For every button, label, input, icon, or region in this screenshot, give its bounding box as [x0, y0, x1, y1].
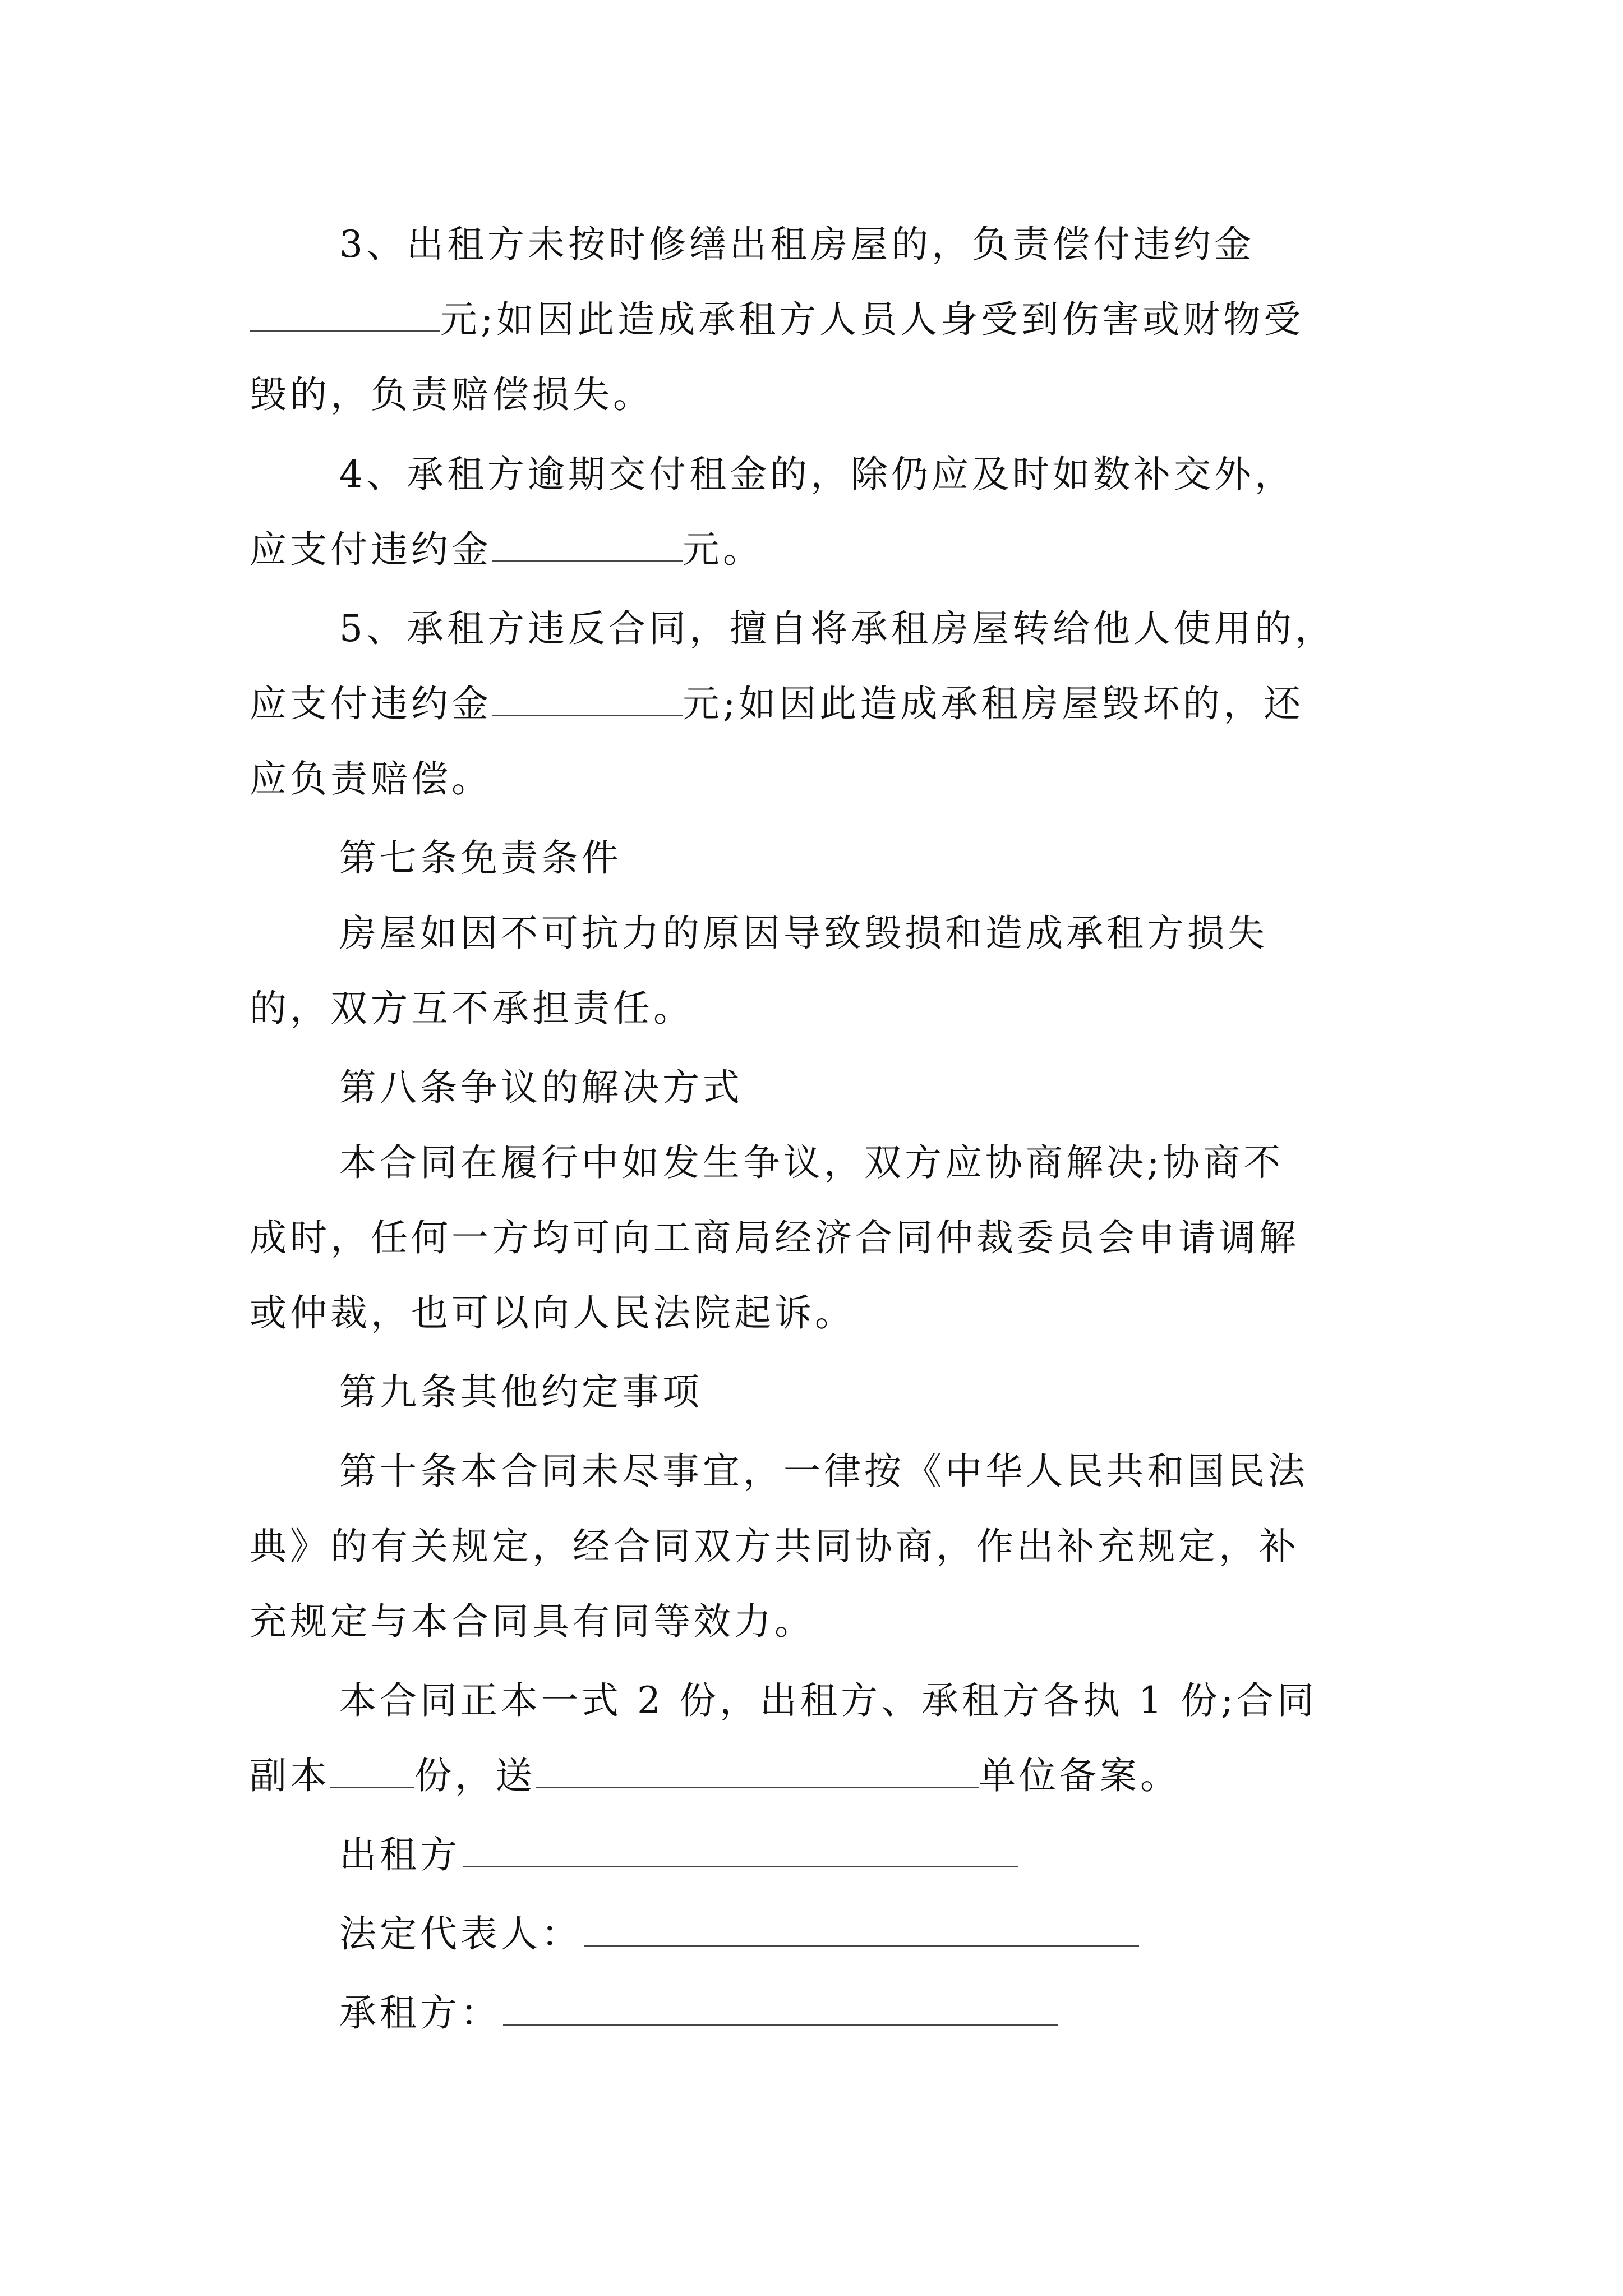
article10-line3: 充规定与本合同具有同等效力。: [250, 1600, 815, 1643]
copies-line2-mid: 份，送: [414, 1754, 536, 1797]
lessor-signature-line: [339, 1824, 1018, 1886]
copies-line2-end: 单位备案。: [979, 1754, 1181, 1797]
legal-rep-label: 法定代表人：: [339, 1912, 582, 1955]
legal-rep-blank[interactable]: [584, 1913, 1139, 1947]
lessee-blank[interactable]: [503, 1993, 1058, 2026]
article10-line1: 第十条本合同未尽事宜，一律按《中华人民共和国民法: [339, 1450, 1308, 1493]
article8-line1: 本合同在履行中如发生争议，双方应协商解决;协商不: [339, 1141, 1284, 1184]
clause3-line2-text: 元;如因此造成承租方人员人身受到伤害或财物受: [440, 298, 1304, 341]
clause4-line2-text: 应支付违约金: [250, 528, 492, 571]
penalty-blank[interactable]: [492, 683, 683, 716]
lessee-label: 承租方：: [339, 1991, 501, 2035]
clause5-line1: 5、承租方违反合同，擅自将承租房屋转给他人使用的，: [339, 607, 1335, 650]
legal-rep-signature-line: [339, 1903, 1139, 1965]
clause3-line2: [250, 289, 1304, 351]
clause3-line1: 3、出租方未按时修缮出租房屋的，负责偿付违约金: [339, 223, 1255, 266]
article8-title: 第八条争议的解决方式: [339, 1066, 743, 1109]
copies-line1: 本合同正本一式 2 份，出租方、承租方各执 1 份;合同: [339, 1679, 1318, 1722]
article7-line1: 房屋如因不可抗力的原因导致毁损和造成承租方损失: [339, 912, 1268, 955]
clause5-line2-text: 应支付违约金: [250, 682, 492, 725]
clause5-line2-rest: 元;如因此造成承租房屋毁坏的，还: [683, 682, 1304, 725]
article7-line2: 的，双方互不承担责任。: [250, 987, 694, 1030]
clause5-line2: [250, 673, 1304, 735]
clause4-line2: [250, 519, 763, 581]
article8-line3: 或仲裁，也可以向人民法院起诉。: [250, 1291, 855, 1335]
penalty-blank[interactable]: [492, 529, 683, 562]
copies-line2: [250, 1745, 1181, 1807]
article9-title: 第九条其他约定事项: [339, 1370, 703, 1414]
filing-unit-blank[interactable]: [536, 1755, 979, 1788]
article10-line2: 典》的有关规定，经合同双方共同协商，作出补充规定，补: [250, 1525, 1299, 1568]
clause3-line3: 毁的，负责赔偿损失。: [250, 373, 653, 416]
lessor-label: 出租方: [339, 1833, 460, 1876]
clause4-line1: 4、承租方逾期交付租金的，除仍应及时如数补交外，: [339, 453, 1295, 496]
clause5-line3: 应负责赔偿。: [250, 757, 492, 800]
copies-count-blank[interactable]: [330, 1755, 414, 1788]
lessor-blank[interactable]: [463, 1834, 1018, 1867]
clause4-line2-unit: 元。: [683, 528, 763, 571]
lessee-signature-line: [339, 1982, 1058, 2044]
penalty-blank[interactable]: [250, 299, 440, 332]
copies-line2-text: 副本: [250, 1754, 330, 1797]
article7-title: 第七条免责条件: [339, 836, 622, 880]
article8-line2: 成时，任何一方均可向工商局经济合同仲裁委员会申请调解: [250, 1216, 1299, 1259]
